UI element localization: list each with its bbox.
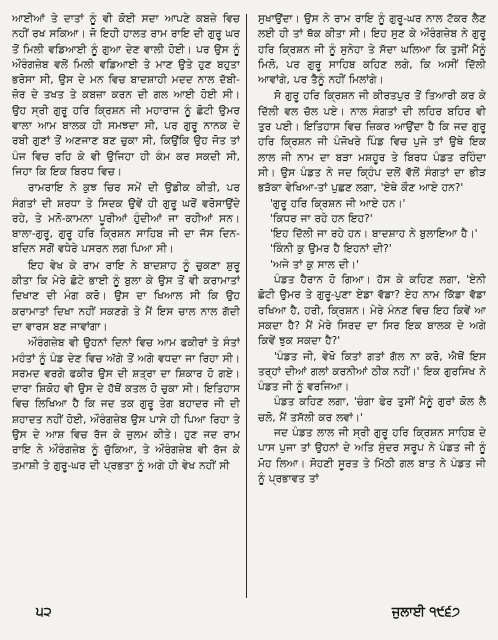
paragraph: ਪੰਡਤ ਕਹਿਣ ਲਗਾ, 'ਚੰਗਾ ਫੇਰ ਤੁਸੀਂ ਮੈਨੂੰ ਗੁਰਾਂ ਕੋਲ ਲੈ ਚਲੋ, ਮੈਂ ਤਸੱਲੀ ਕਰ ਲਵਾਂ।': [258, 396, 486, 424]
dialogue-line: 'ਗੁਰੂ ਹਰਿ ਕ੍ਰਿਸ਼ਨ ਜੀ ਆਏ ਹਨ।': [270, 197, 406, 210]
dialogue-line: 'ਕਿਧਰ ਜਾ ਰਹੇ ਹਨ ਇਹ?': [270, 212, 373, 225]
paragraph: ਆਈਆਂ ਤੇ ਦਾਤਾਂ ਨੂੰ ਵੀ ਕੋਈ ਸਦਾ ਆਪਣੇ ਕਬਜ਼ੇ ਵਿਚ ਨਹੀਂ ਰਖ ਸਕਿਆ। ਜੋ ਇਹੀ ਹਾਲਤ ਰਾਮ ਰਾਇ ਦੀ ਗੁਰੂ ਘਰ ਤੋਂ ਮਿਲੀ ਵਡਿਆਈ ਨੂੰ ਗੁਆ ਦੇਣ ਵਾਲੀ ਹੋਈ। ਪਰ ਉਸ ਨੂੰ ਔਰੰਗਜ਼ੇਬ ਵਲੋਂ ਮਿਲੀ ਵਡਿਆਈ ਤੇ ਮਾਣ ਉਤੇ ਹੁਣ ਬਹੁਤਾ ਭਰੋਸਾ ਸੀ, ਉਸ ਦੇ ਮਨ ਵਿਚ ਬਾਦਸ਼ਾਹੀ ਮਦਦ ਨਾਲ ਦੱਬੀ-ਜ਼ੋਰ ਦੇ ਤਖਤ ਤੇ ਕਬਜ਼ਾ ਕਰਨ ਦੀ ਗਲ ਆਈ ਹੋਈ ਸੀ। ਉਹ ਸ੍ਰੀ ਗੁਰੂ ਹਰਿ ਕ੍ਰਿਸ਼ਨ ਜੀ ਮਹਾਰਾਜ ਨੂੰ ਛੋਟੀ ਉਮਰ ਵਾਲਾ ਆਮ ਬਾਲਕ ਹੀ ਸਮਝਦਾ ਸੀ, ਪਰ ਗੁਰੂ ਨਾਨਕ ਦੇ ਰਬੀ ਗੁਣਾਂ ਤੋਂ ਅਣਜਾਣ ਬਣ ਚੁਕਾ ਸੀ, ਕਿਉਂਕਿ ਉਹ ਜੋਤ ਤਾਂ ਪੰਜ ਵਿਚ ਰਹਿ ਕੇ ਵੀ ਉਜਿਹਾ ਹੀ ਕੰਮ ਕਰ ਸਕਦੀ ਸੀ, ਜਿਹਾ ਕਿ ਇਕ ਬਿਰਧ ਵਿਚ।: [12, 13, 240, 178]
left-text-column: [12, 12, 240, 600]
right-text-column: [258, 12, 486, 600]
page-footer: [0, 603, 498, 627]
paragraph: ਇਹ ਵੇਖ ਕੇ ਰਾਮ ਰਾਇ ਨੇ ਬਾਦਸ਼ਾਹ ਨੂੰ ਚੁਕਣਾ ਸ਼ੁਰੂ ਕੀਤਾ ਕਿ ਮੇਰੇ ਛੋਟੇ ਭਾਈ ਨੂੰ ਬੁਲਾ ਕੇ ਉਸ ਤੋਂ ਵੀ ਕਰਾਮਾਤਾਂ ਦਿਖਾਣ ਦੀ ਮੰਗ ਕਰੋ। ਉਸ ਦਾ ਖਿਆਲ ਸੀ ਕਿ ਉਹ ਕਰਾਮਾਤਾਂ ਦਿਖਾ ਨਹੀਂ ਸਕਣਗੇ ਤੇ ਮੈਂ ਇਸ ਚਾਲ ਨਾਲ ਗੱਦੀ ਦਾ ਵਾਰਸ ਬਣ ਜਾਵਾਂਗਾ।: [12, 259, 240, 333]
paragraph: ਜਦ ਪੰਡਤ ਲਾਲ ਜੀ ਸ੍ਰੀ ਗੁਰੂ ਹਰਿ ਕ੍ਰਿਸ਼ਨ ਸਾਹਿਬ ਦੇ ਪਾਸ ਪੁਜਾ ਤਾਂ ਉਹਨਾਂ ਦੇ ਅਤਿ ਸੁੰਦਰ ਸਰੂਪ ਨੇ ਪੰਡਤ ਜੀ ਨੂੰ ਮੋਹ ਲਿਆ। ਸੋਹਣੀ ਸੂਰਤ ਤੇ ਮਿੱਠੀ ਗਲ ਬਾਤ ਨੇ ਪੰਡਤ ਜੀ ਨੂੰ ਪ੍ਰਭਾਵਤ ਤਾਂ: [258, 427, 486, 485]
paragraph: 'ਪੰਡਤ ਜੀ, ਵੇਖੋ ਕਿਤਾਂ ਗਤਾਂ ਗੱਲ ਨਾ ਕਰੋ, ਐਥੋਂ ਇਸ ਤਰ੍ਹਾਂ ਦੀਆਂ ਗਲਾਂ ਕਰਨੀਆਂ ਠੀਕ ਨਹੀਂ।' ਇਕ ਗੁਰਸਿਖ ਨੇ ਪੰਡਤ ਜੀ ਨੂੰ ਵਰਜਿਆ।: [258, 350, 486, 394]
paragraph: ਔਰੰਗਜ਼ੇਬ ਵੀ ਉਹਨਾਂ ਦਿਨਾਂ ਵਿਚ ਆਮ ਫਕੀਰਾਂ ਤੇ ਸੰਤਾਂ ਮਹੰਤਾਂ ਨੂੰ ਪੰਡ ਦੇਣ ਵਿਚ ਅੱਗੇ ਤੋਂ ਅਗੇ ਵਧਦਾ ਜਾ ਰਿਹਾ ਸੀ। ਸਰਮਦ ਵਰਗੇ ਫਕੀਰ ਉਸ ਦੀ ਸ਼ਤ੍ਰਾ ਦਾ ਸ਼ਿਕਾਰ ਹੋ ਗਏ। ਦਾਰਾ ਸ਼ਿਕੋਹ ਵੀ ਉਸ ਦੇ ਹੱਥੋਂ ਕਤਲ ਹੋ ਚੁਕਾ ਸੀ। ਇਤਿਹਾਸ ਵਿਚ ਲਿਖਿਆ ਹੈ ਕਿ ਜਦ ਤਕ ਗੁਰੂ ਤੇਗ ਬਹਾਦਰ ਜੀ ਦੀ ਸ਼ਹਾਦਤ ਨਹੀਂ ਹੋਈ, ਔਰੰਗਜ਼ੇਬ ਉਸ ਪਾਸੇ ਹੀ ਪਿਆ ਰਿਹਾ ਤੇ ਉਸ ਦੇ ਆਸ਼ ਵਿਚ ਰੱਜ ਕੇ ਜ਼ੁਲਮ ਕੀਤੇ। ਹੁਣ ਜਦ ਰਾਮ ਰਾਇ ਨੇ ਔਰੰਗਜ਼ੇਬ ਨੂੰ ਚੁੱਕਿਆ, ਤੇ ਔਰੰਗਜ਼ੇਬ ਵੀ ਰੱਜ ਕੇ ਤਮਾਸ਼ੀ ਤੇ ਗੁਰੂ-ਘਰ ਦੀ ਪ੍ਰਭਤਾ ਨੂੰ ਅਗੇ ਹੀ ਵੇਖ ਨਹੀਂ ਸੀ: [12, 337, 240, 472]
paragraph: ਸੁਖਾਉਂਦਾ। ਉਸ ਨੇ ਰਾਮ ਰਾਇ ਨੂੰ ਗੁਰੂ-ਘਰ ਨਾਲ ਟੱਕਰ ਲੈਣ ਲਈ ਹੀ ਤਾਂ ਥੱਕ ਕੀਤਾ ਸੀ। ਇਹ ਸੁਣ ਕੇ ਔਰੰਗਜ਼ੇਬ ਨੇ ਗੁਰੂ ਹਰਿ ਕ੍ਰਿਸ਼ਨ ਜੀ ਨੂੰ ਸੁਨੇਹਾ ਤੇ ਸੱਦਾ ਘਲਿਆ ਕਿ ਤੁਸੀਂ ਮੈਨੂੰ ਮਿਲੋ, ਪਰ ਗੁਰੂ ਸਾਹਿਬ ਕਹਿਣ ਲਗੇ, ਕਿ ਅਸੀਂ ਦਿੱਲੀ ਆਵਾਂਗੇ, ਪਰ ਤੈਨੂੰ ਨਹੀਂ ਮਿਲਾਂਗੇ।: [258, 13, 486, 87]
dialogue-line: 'ਅਜੇ ਤਾਂ ਕੁ ਸਾਲ ਦੀ।': [270, 258, 359, 271]
issue-date: ਜੁਲਾਈ ੧੯੬੭: [391, 605, 460, 620]
column-divider: [246, 14, 247, 598]
paragraph: ਪੰਡਤ ਹੈਰਾਨ ਹੋ ਗਿਆ। ਹੱਸ ਕੇ ਕਹਿਣ ਲਗਾ, 'ਏਨੀ ਛੋਟੀ ਉਮਰ ਤੇ ਗੁਰੂ-ਪੁਣਾ ਏਡਾ ਵੱਡਾ? ਏਹ ਨਾਮ ਕਿੱਡਾ ਵੱਡਾ ਰਖਿਆ ਹੈ, ਹਰੀ, ਕ੍ਰਿਸ਼ਨ। ਮੇਰੇ ਮੰਨਣ ਵਿਚ ਇਹ ਕਿਵੇਂ ਆ ਸਕਦਾ ਹੈ? ਮੈਂ ਮੇਰੇ ਸਿਰਦ ਦਾ ਸਿਰ ਇਕ ਬਾਲਕ ਦੇ ਅਗੇ ਕਿਵੇਂ ਝੁਕ ਸਕਦਾ ਹੈ?': [258, 274, 486, 348]
paragraph: ਰਾਮਰਾਇ ਨੇ ਕੁਝ ਚਿਰ ਸਮੇਂ ਦੀ ਉਡੀਕ ਕੀਤੀ, ਪਰ ਸੰਗਤਾਂ ਦੀ ਸ਼ਰਧਾ ਤੇ ਸਿਦਕ ਉਵੇਂ ਹੀ ਗੁਰੂ ਘਰੋਂ ਵਰੋਸਾਉਂਦੇ ਰਹੇ, ਤੇ ਮਨੋ-ਕਾਮਨਾ ਪੂਰੀਆਂ ਹੁੰਦੀਆਂ ਜਾ ਰਹੀਆਂ ਸਨ। ਬਾਲਾ-ਗੁਰੂ, ਗੁਰੂ ਹਰਿ ਕ੍ਰਿਸ਼ਨ ਸਾਹਿਬ ਜੀ ਦਾ ਜੱਸ ਦਿਨ-ਬਦਿਨ ਸਗੋਂ ਵਧੇਰੇ ਪਸਰਨ ਲਗ ਪਿਆ ਸੀ।: [12, 182, 240, 256]
page-number: ੫੨: [36, 605, 52, 620]
paragraph: ਸੋ ਗੁਰੂ ਹਰਿ ਕ੍ਰਿਸ਼ਨ ਜੀ ਕੀਰਤਪੁਰ ਤੋਂ ਤਿਆਰੀ ਕਰ ਕੇ ਦਿੱਲੀ ਵਲ ਚੱਲ ਪਏ। ਨਾਲ ਸੰਗਤਾਂ ਦੀ ਲਹਿਰ ਬਹਿਰ ਵੀ ਤੁਰ ਪਈ। ਇਤਿਹਾਸ ਵਿਚ ਜ਼ਿਕਰ ਆਉਂਦਾ ਹੈ ਕਿ ਜਦ ਗੁਰੂ ਹਰਿ ਕ੍ਰਿਸ਼ਨ ਜੀ ਪੰਜੋਖਰੇ ਪਿੰਡ ਵਿਚ ਪੁਜੇ ਤਾਂ ਉਥੇ ਇਕ ਲਾਲ ਜੀ ਨਾਮ ਦਾ ਬੜਾ ਮਸ਼ਹੂਰ ਤੇ ਬਿਰਧ ਪੰਡਤ ਰਹਿੰਦਾ ਸੀ। ਉਸ ਪੰਡਤ ਨੇ ਜਦ ਕ੍ਹਿੰਪ ਦਲੋਂ ਵੱਲੋਂ ਸੰਗਤਾਂ ਦਾ ਭੀੜ ਭੜੱਕਾ ਵੇਖਿਆ-ਤਾਂ ਪੁਛਣ ਲਗਾ, 'ਏਥੇ ਕੌਣ ਆਏ ਹਨ?': [258, 90, 486, 195]
dialogue-line: 'ਇਹ ਦਿੱਲੀ ਜਾ ਰਹੇ ਹਨ। ਬਾਦਸ਼ਾਹ ਨੇ ਬੁਲਾਇਆ ਹੈ।': [270, 228, 478, 241]
dialogue-line: 'ਕਿੰਨੀ ਕੁ ਉਮਰ ਹੈ ਇਹਨਾਂ ਦੀ?': [270, 243, 392, 256]
